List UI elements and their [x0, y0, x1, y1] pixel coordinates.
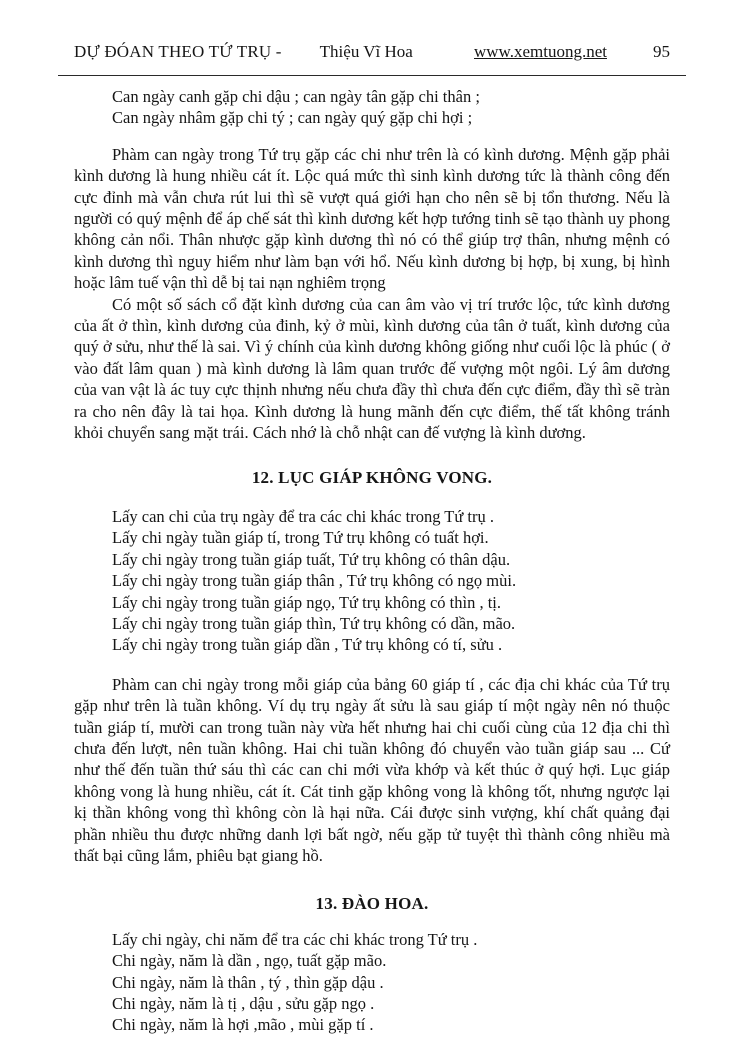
page-body	[74, 86, 670, 1036]
rule-line: Lấy chi ngày trong tuần giáp tuất, Tứ trụ không có thân dậu.	[112, 549, 511, 569]
rule-line: Chi ngày, năm là thân , tý , thìn gặp dậu .	[112, 972, 384, 992]
page-number: 95	[653, 42, 670, 61]
rule-line: Chi ngày, năm là dần , ngọ, tuất gặp mão.	[112, 951, 387, 971]
book-title: DỰ ĐÓAN THEO TỨ TRỤ -	[74, 42, 282, 61]
section-12-paragraph: Phàm can chi ngày trong mỗi giáp của bảng 60 giáp tí , các địa chi khác của Tứ trụ gặp như trên là tuần không. Ví dụ trụ ngày ất sửu là sau giáp tí một ngày nên nó thuộc tuần giáp tí, mười can trong tuần này vừa hết nhưng hai chi cuối cùng của 12 địa chi thì chưa đến lượt, nên tuần không. Hai chi tuần không đó chuyển vào tuần giáp sau ... Cứ như thế đến tuần thứ sáu thì các can chi mới vừa khớp và kết thúc ở quý hợi. Lục giáp không vong là hung nhiều, cát ít. Cát tinh gặp không vong là không tốt, nhưng ngược lại kị thần không vong thì không còn là hại nữa. Cái được sinh vượng, khí chất quảng đại phần nhiều thu được những danh lợi bất ngờ, nếu gặp tử tuyệt thì thành công nhiều mà thất bại cũng lắm, phiêu bạt giang hồ.	[74, 674, 670, 865]
author-name: Thiệu Vĩ Hoa	[319, 42, 413, 61]
section-13-rule-list	[112, 929, 670, 1036]
rule-line: Lấy chi ngày trong tuần giáp dần , Tứ trụ không có tí, sửu .	[112, 635, 503, 655]
rule-line: Lấy can chi của trụ ngày để tra các chi khác trong Tứ trụ .	[112, 506, 495, 526]
kinh-duong-paragraph-2: Có một số sách cổ đặt kình dương của can âm vào vị trí trước lộc, tức kình dương của ất ở thìn, kình dương của đinh, kỷ ở mùi, kình dương của tân ở tuất, kình dương của quý ở sửu, như thế là sai. Vì ý chính của kình dương không giống như cuối lộc là phúc ( ở vào đất lâm quan ) mà kình dương là lâm quan trước đế vượng một ngôi. Lý âm dương của van vật là ác tuy cực thịnh nhưng nếu chưa đầy thì chưa đến cực điểm, đầy thì sẽ tràn ra cho nên đây là tai họa. Kình dương là hung mãnh đến cực điểm, thế tất không tránh khỏi chuyển sang mặt trái. Cách nhớ là chỗ nhật can đế vượng là kình dương.	[74, 294, 670, 443]
kinh-duong-rule-list	[112, 86, 670, 129]
page-header	[74, 42, 670, 62]
header-divider	[58, 75, 686, 76]
section-13-heading: 13. ĐÀO HOA.	[315, 894, 429, 914]
rule-line: Lấy chi ngày trong tuần giáp ngọ, Tứ trụ không có thìn , tị.	[112, 592, 501, 612]
rule-line: Can ngày nhâm gặp chi tý ; can ngày quý gặp chi hợi ;	[112, 108, 473, 128]
section-12-rule-list	[112, 506, 670, 656]
rule-line: Lấy chi ngày trong tuần giáp thìn, Tứ trụ không có dần, mão.	[112, 613, 516, 633]
section-12-heading: 12. LỤC GIÁP KHÔNG VONG.	[251, 467, 493, 487]
rule-line: Lấy chi ngày, chi năm để tra các chi khác trong Tứ trụ .	[112, 929, 478, 949]
rule-line: Lấy chi ngày tuần giáp tí, trong Tứ trụ không có tuất hợi.	[112, 528, 489, 548]
rule-line: Lấy chi ngày trong tuần giáp thân , Tứ trụ không có ngọ mùi.	[112, 571, 517, 591]
rule-line: Can ngày canh gặp chi dậu ; can ngày tân gặp chi thân ;	[112, 87, 480, 106]
kinh-duong-paragraph-1: Phàm can ngày trong Tứ trụ gặp các chi như trên là có kình dương. Mệnh gặp phải kình dương là hung nhiều cát ít. Lộc quá mức thì sinh kình dương tức là thành công đến cực đỉnh mà vẫn chưa rút lui thì sẽ vượt quá giới hạn cho nên sẽ bị tổn thương. Nếu là người có quý mệnh để áp chế sát thì kình dương kết hợp tướng tinh sẽ tạo thành uy phong không cản nổi. Thân nhược gặp kình dương thì nó có thể giúp trợ thân, nhưng mệnh có kình dương thì nguy hiểm như làm bạn với hổ. Nếu kình dương bị hợp, bị xung, bị hình hoặc lâm tuế vận thì dễ bị tai nạn nghiêm trọng	[74, 144, 670, 293]
rule-line: Chi ngày, năm là tị , dậu , sửu gặp ngọ .	[112, 994, 375, 1014]
website-link[interactable]: www.xemtuong.net	[474, 42, 607, 61]
rule-line: Chi ngày, năm là hợi ,mão , mùi gặp tí .	[112, 1015, 374, 1035]
